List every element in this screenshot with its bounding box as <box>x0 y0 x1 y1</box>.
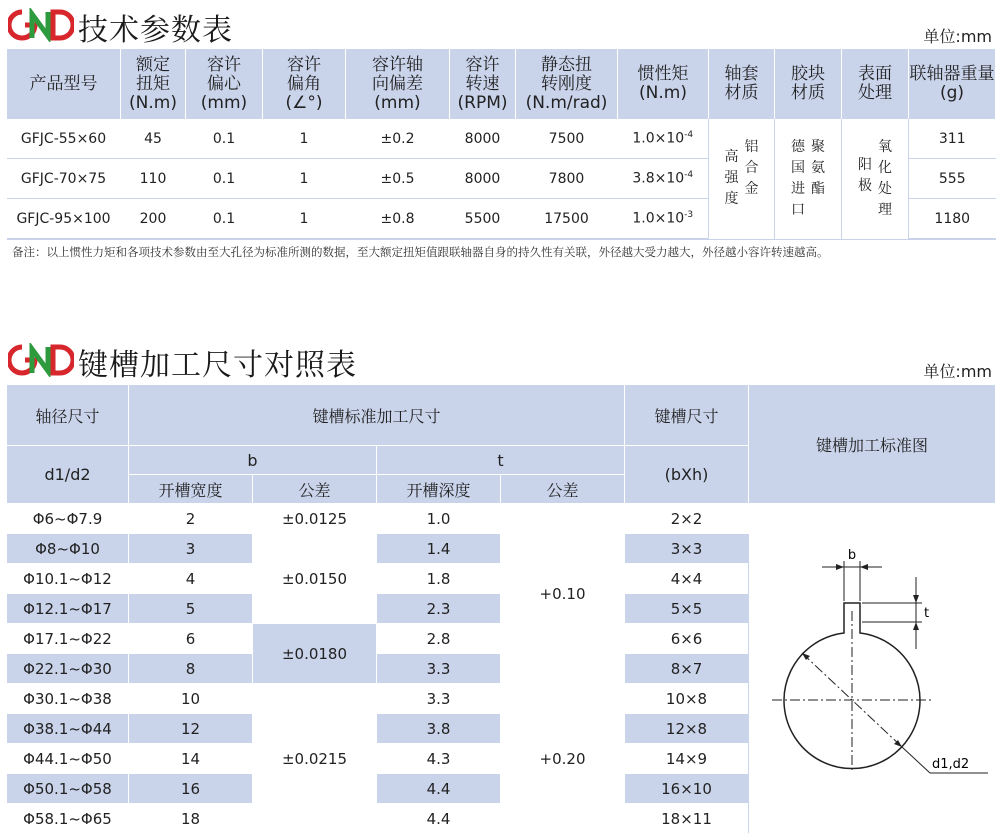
shaft-cell: Φ12.1~Φ17 <box>7 594 129 624</box>
b-tol-cell: ±0.0125 <box>253 504 377 534</box>
width-cell: 18 <box>129 804 253 834</box>
t-header: t <box>377 446 625 475</box>
col-torque: 额定 扭矩 (N.m) <box>121 49 186 119</box>
speed-cell: 5500 <box>450 199 516 240</box>
model-cell: GFJC-70×75 <box>7 159 121 199</box>
speed-cell: 8000 <box>450 159 516 199</box>
col-model: 产品型号 <box>7 49 121 119</box>
keyway-table <box>6 384 996 834</box>
depth-cell: 1.8 <box>377 564 501 594</box>
depth-cell: 3.8 <box>377 714 501 744</box>
angle-cell: 1 <box>263 119 346 159</box>
table-row <box>7 119 996 159</box>
depth-cell: 2.3 <box>377 594 501 624</box>
bxh-cell: 4×4 <box>625 564 749 594</box>
stiffness-cell: 17500 <box>516 199 618 240</box>
b-tol-header: 公差 <box>253 475 377 504</box>
shaft-size-header: 轴径尺寸 <box>7 385 129 446</box>
torque-cell: 45 <box>121 119 186 159</box>
section1-title: 技术参数表 <box>78 13 233 48</box>
weight-cell: 1180 <box>909 199 996 240</box>
section1-unit: 单位:mm <box>923 27 992 46</box>
d-header: d1/d2 <box>7 446 129 504</box>
speed-cell: 8000 <box>450 119 516 159</box>
col-stiffness: 静态扭 转刚度 (N.m/rad) <box>516 49 618 119</box>
col-surface: 表面 处理 <box>842 49 909 119</box>
key-size-header: 键槽尺寸 <box>625 385 749 446</box>
keyway-diagram <box>752 537 992 797</box>
depth-cell: 1.0 <box>377 504 501 534</box>
t-tol-cell: +0.10 <box>501 504 625 684</box>
width-cell: 12 <box>129 714 253 744</box>
col-block: 胶块 材质 <box>775 49 842 119</box>
depth-cell: 1.4 <box>377 534 501 564</box>
bxh-cell: 16×10 <box>625 774 749 804</box>
depth-header: 开槽深度 <box>377 475 501 504</box>
depth-cell: 2.8 <box>377 624 501 654</box>
bxh-cell: 10×8 <box>625 684 749 714</box>
shaft-cell: Φ17.1~Φ22 <box>7 624 129 654</box>
width-cell: 5 <box>129 594 253 624</box>
block-material-cell: 德 国 进 口 聚 氨 酯 <box>775 119 842 239</box>
axial-cell: ±0.2 <box>346 119 450 159</box>
shaft-cell: Φ50.1~Φ58 <box>7 774 129 804</box>
col-axial: 容许轴 向偏差 (mm) <box>346 49 450 119</box>
note-text: 备注：以上惯性力矩和各项技术参数由至大孔径为标准所测的数据，至大额定扭矩值跟联轴器自身的持久性有关联，外径越大受力越大，外径越小容许转速越高。 <box>12 245 829 259</box>
width-cell: 10 <box>129 684 253 714</box>
shaft-cell: Φ38.1~Φ44 <box>7 714 129 744</box>
width-cell: 8 <box>129 654 253 684</box>
inertia-cell: $1.0\times 10^{-3}$ <box>618 199 709 240</box>
depth-cell: 3.3 <box>377 684 501 714</box>
width-cell: 16 <box>129 774 253 804</box>
shaft-cell: Φ8~Φ10 <box>7 534 129 564</box>
col-inertia: 惯性矩 (N.m) <box>618 49 709 119</box>
axial-cell: ±0.8 <box>346 199 450 240</box>
inertia-cell: $1.0\times 10^{-4}$ <box>618 119 709 159</box>
b-tol-cell: ±0.0215 <box>253 684 377 834</box>
t-tol-header: 公差 <box>501 475 625 504</box>
diagram-label-t: t <box>924 605 930 621</box>
stiffness-cell: 7500 <box>516 119 618 159</box>
b-tol-cell: ±0.0150 <box>253 534 377 624</box>
brand-logo <box>8 343 74 377</box>
shaft-cell: Φ58.1~Φ65 <box>7 804 129 834</box>
torque-cell: 110 <box>121 159 186 199</box>
model-cell: GFJC-55×60 <box>7 119 121 159</box>
weight-cell: 555 <box>909 159 996 199</box>
tech-params-table <box>6 49 996 240</box>
col-angle: 容许 偏角 (∠°) <box>263 49 346 119</box>
section2-unit: 单位:mm <box>923 362 992 381</box>
shaft-cell: Φ22.1~Φ30 <box>7 654 129 684</box>
eccentric-cell: 0.1 <box>186 159 263 199</box>
axial-cell: ±0.5 <box>346 159 450 199</box>
shaft-cell: Φ44.1~Φ50 <box>7 744 129 774</box>
bxh-cell: 12×8 <box>625 714 749 744</box>
bxh-cell: 8×7 <box>625 654 749 684</box>
shaft-cell: Φ30.1~Φ38 <box>7 684 129 714</box>
eccentric-cell: 0.1 <box>186 119 263 159</box>
bxh-header: (bXh) <box>625 446 749 504</box>
col-speed: 容许 转速 (RPM) <box>450 49 516 119</box>
width-header: 开槽宽度 <box>129 475 253 504</box>
keyway-diagram-cell <box>749 504 996 834</box>
col-sleeve: 轴套 材质 <box>709 49 775 119</box>
eccentric-cell: 0.1 <box>186 199 263 240</box>
bxh-cell: 18×11 <box>625 804 749 834</box>
depth-cell: 3.3 <box>377 654 501 684</box>
stiffness-cell: 7800 <box>516 159 618 199</box>
table-header-row <box>7 385 996 446</box>
depth-cell: 4.4 <box>377 804 501 834</box>
bxh-cell: 14×9 <box>625 744 749 774</box>
width-cell: 2 <box>129 504 253 534</box>
brand-logo <box>8 8 74 42</box>
col-weight: 联轴器重量 (g) <box>909 49 996 119</box>
std-size-header: 键槽标准加工尺寸 <box>129 385 625 446</box>
torque-cell: 200 <box>121 199 186 240</box>
shaft-cell: Φ6~Φ7.9 <box>7 504 129 534</box>
bxh-cell: 2×2 <box>625 504 749 534</box>
table-header-row <box>7 49 996 119</box>
angle-cell: 1 <box>263 199 346 240</box>
shaft-cell: Φ10.1~Φ12 <box>7 564 129 594</box>
bxh-cell: 6×6 <box>625 624 749 654</box>
depth-cell: 4.3 <box>377 744 501 774</box>
diagram-label-b: b <box>847 547 857 563</box>
diagram-label-d: d1,d2 <box>932 756 970 772</box>
b-header: b <box>129 446 377 475</box>
section2-title: 键槽加工尺寸对照表 <box>78 348 357 383</box>
inertia-cell: $3.8\times 10^{-4}$ <box>618 159 709 199</box>
b-tol-cell: ±0.0180 <box>253 624 377 684</box>
model-cell: GFJC-95×100 <box>7 199 121 240</box>
sleeve-material-cell: 高 强 度 铝 合 金 <box>709 119 775 239</box>
angle-cell: 1 <box>263 159 346 199</box>
table-row <box>7 504 996 534</box>
width-cell: 6 <box>129 624 253 654</box>
bxh-cell: 3×3 <box>625 534 749 564</box>
width-cell: 3 <box>129 534 253 564</box>
t-tol-cell: +0.20 <box>501 684 625 834</box>
col-eccentric: 容许 偏心 (mm) <box>186 49 263 119</box>
width-cell: 14 <box>129 744 253 774</box>
diagram-header: 键槽加工标准图 <box>749 385 996 504</box>
surface-treatment-cell: 阳 极 氧 化 处 理 <box>842 119 909 239</box>
width-cell: 4 <box>129 564 253 594</box>
weight-cell: 311 <box>909 119 996 159</box>
depth-cell: 4.4 <box>377 774 501 804</box>
bxh-cell: 5×5 <box>625 594 749 624</box>
